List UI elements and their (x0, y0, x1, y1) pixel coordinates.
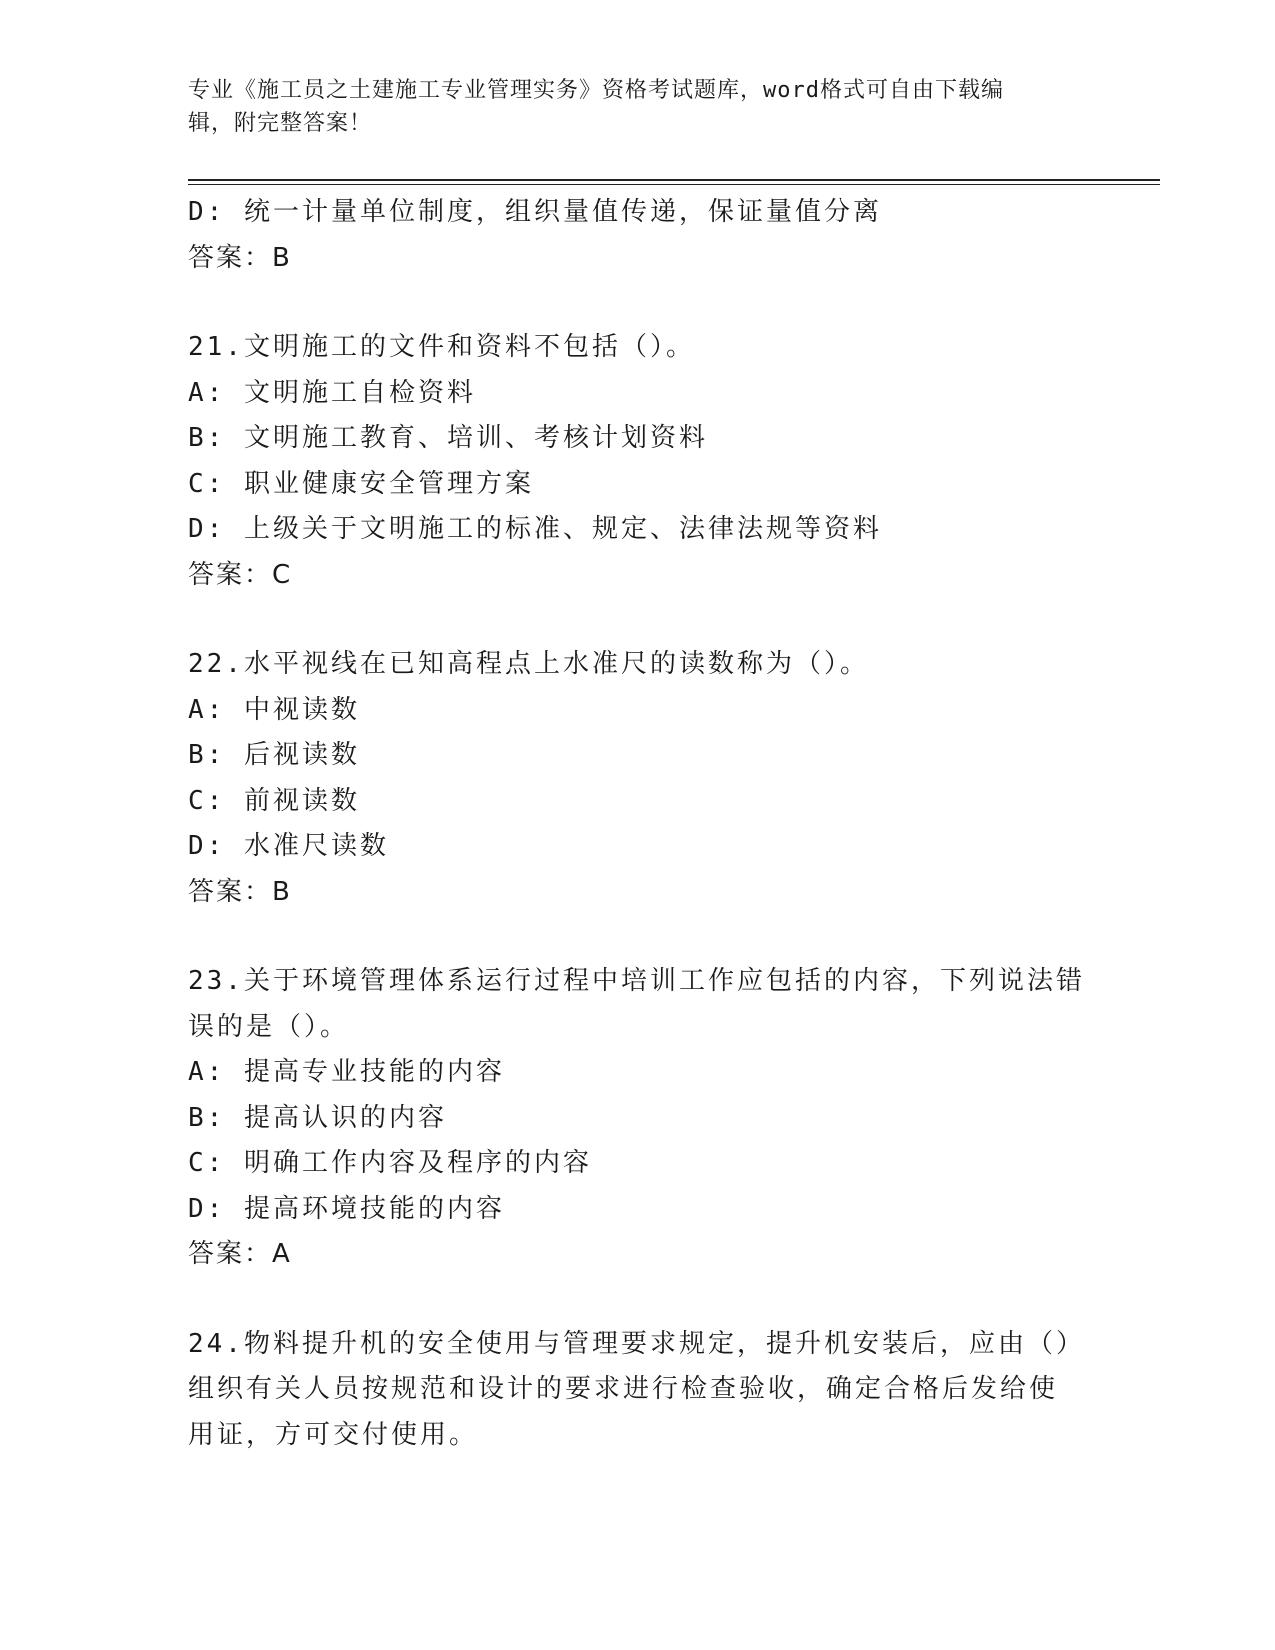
header-line-2: 辑，附完整答案！ (188, 111, 373, 136)
q21-option-a: A: 文明施工自检资料 (188, 377, 476, 408)
header-line-1: 专业《施工员之土建施工专业管理实务》资格考试题库，word格式可自由下载编 (188, 78, 1004, 103)
q23-stem-line-2: 误的是（）。 (188, 1011, 350, 1042)
q23-stem-line-1: 23.关于环境管理体系运行过程中培训工作应包括的内容，下列说法错 (188, 966, 1085, 996)
q24-stem-line-1: 24.物料提升机的安全使用与管理要求规定，提升机安装后，应由（） (188, 1328, 1085, 1359)
prev-answer: 答案：B (188, 242, 292, 273)
q23-option-a: A: 提高专业技能的内容 (188, 1057, 505, 1087)
q22-option-a: A: 中视读数 (188, 694, 360, 725)
q21-option-d: D: 上级关于文明施工的标准、规定、法律法规等资料 (188, 514, 882, 544)
q23-option-d: D: 提高环境技能的内容 (188, 1193, 505, 1224)
q21-stem: 21.文明施工的文件和资料不包括（）。 (188, 332, 695, 362)
header-rule-thin (188, 184, 1160, 185)
q23-answer: 答案：A (188, 1239, 292, 1269)
q22-option-d: D: 水准尺读数 (188, 831, 389, 861)
q23-option-b: B: 提高认识的内容 (188, 1102, 447, 1133)
q21-answer: 答案：C (188, 559, 293, 590)
q23-option-c: C: 明确工作内容及程序的内容 (188, 1148, 592, 1178)
q22-stem: 22.水平视线在已知高程点上水准尺的读数称为（）。 (188, 649, 869, 679)
document-header (188, 74, 1088, 140)
q21-option-b: B: 文明施工教育、培训、考核计划资料 (188, 423, 708, 453)
q22-option-b: B: 后视读数 (188, 740, 360, 770)
question-list (188, 190, 1088, 1458)
q22-answer: 答案：B (188, 876, 292, 907)
q22-option-c: C: 前视读数 (188, 785, 360, 816)
header-rule-thick (188, 179, 1160, 181)
q24-stem-line-3: 用证，方可交付使用。 (188, 1419, 479, 1450)
q21-option-c: C: 职业健康安全管理方案 (188, 468, 534, 499)
q24-stem-line-2: 组织有关人员按规范和设计的要求进行检查验收，确定合格后发给使 (188, 1374, 1059, 1404)
prev-option-d: D: 统一计量单位制度，组织量值传递，保证量值分离 (188, 197, 882, 227)
